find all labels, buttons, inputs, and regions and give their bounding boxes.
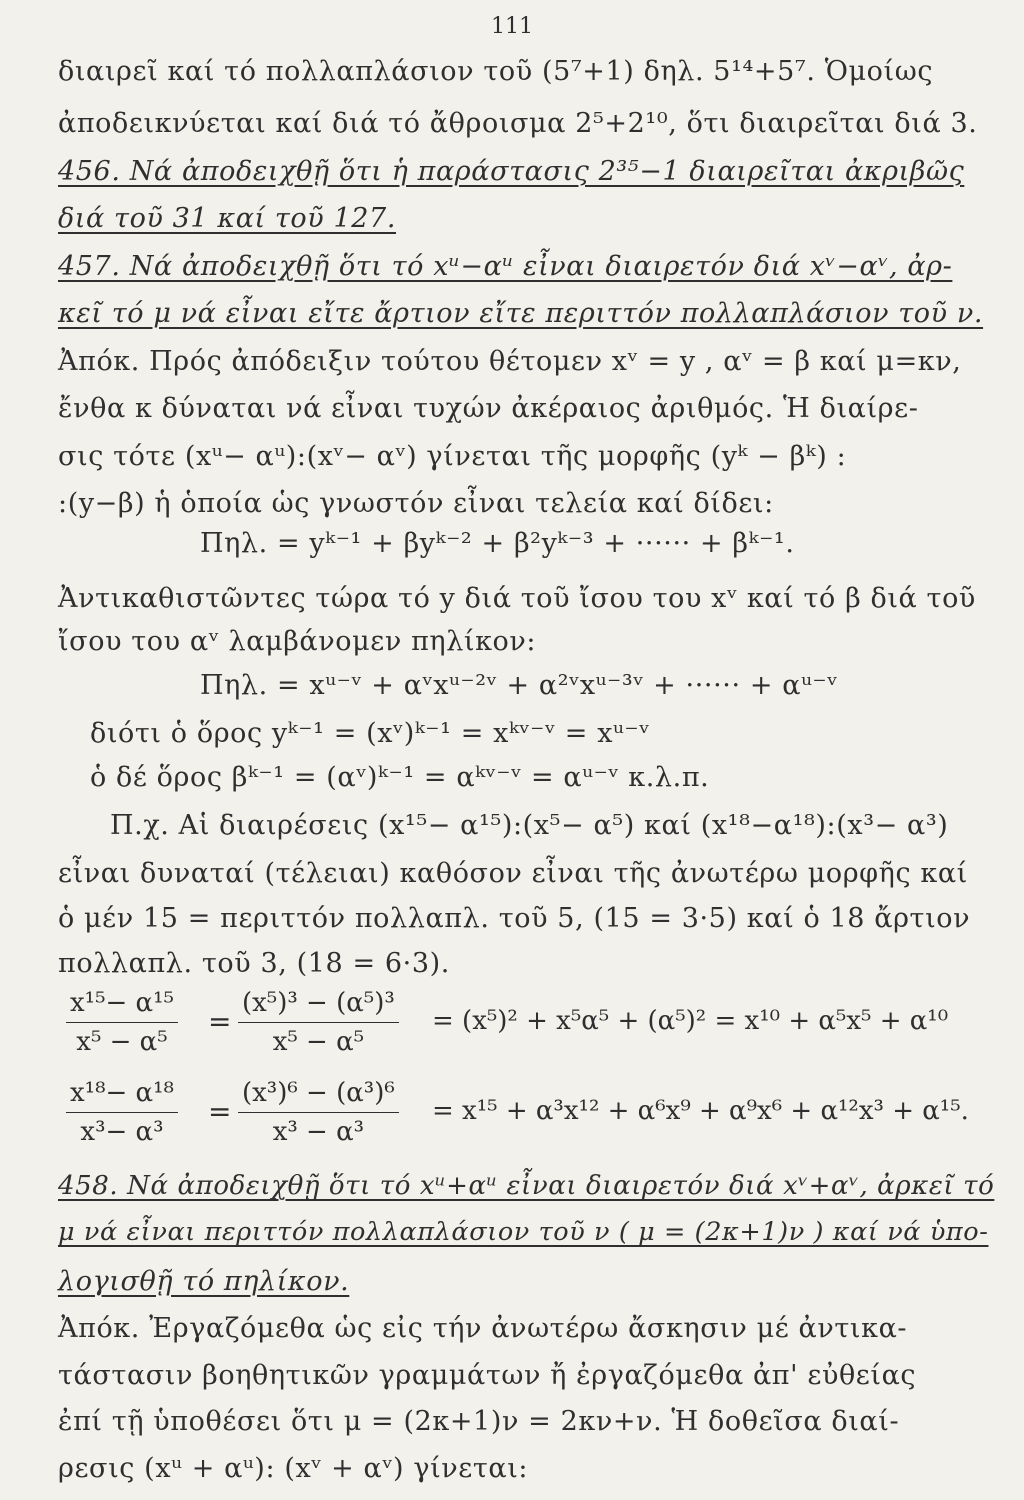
exercise-456-title: 456. Νά ἀποδειχθῇ ὅτι ἡ παράστασις 2³⁵−1 διαιρεῖται ἀκριβῶς (58, 156, 965, 187)
equals-sign: = (208, 1095, 232, 1128)
exercise-458-title: 458. Νά ἀποδειχθῇ ὅτι τό xᵘ+αᵘ εἶναι διαιρετόν διά xᵛ+αᵛ, ἀρκεῖ τό (58, 1171, 995, 1201)
text-line: Ἀντικαθιστῶντες τώρα τό y διά τοῦ ἴσου του xᵛ καί τό β διά τοῦ (58, 583, 976, 614)
equation-rhs: = (x⁵)² + x⁵α⁵ + (α⁵)² = x¹⁰ + α⁵x⁵ + α¹⁰ (432, 1006, 949, 1036)
denominator: x³− α³ (80, 1117, 164, 1147)
numerator: x¹⁵− α¹⁵ (66, 990, 178, 1023)
fraction (238, 1080, 399, 1145)
exercise-458-title-cont: λογισθῇ τό πηλίκον. (58, 1266, 350, 1297)
numerator: (x⁵)³ − (α⁵)³ (238, 990, 399, 1023)
quotient-formula: Πηλ. = yᵏ⁻¹ + βyᵏ⁻² + β²yᵏ⁻³ + ······ + βᵏ⁻¹. (200, 528, 795, 559)
denominator: x⁵ − α⁵ (76, 1027, 168, 1057)
exercise-456-title-cont: διά τοῦ 31 καί τοῦ 127. (58, 203, 396, 234)
exercise-457-title-cont: κεῖ τό μ νά εἶναι εἴτε ἄρτιον εἴτε περιττόν πολλαπλάσιον τοῦ ν. (58, 298, 984, 329)
text-line: πολλαπλ. τοῦ 3, (18 = 6·3). (58, 948, 450, 979)
equation-rhs: = x¹⁵ + α³x¹² + α⁶x⁹ + α⁹x⁶ + α¹²x³ + α¹⁵. (432, 1096, 969, 1126)
text-line: ὁ μέν 15 = περιττόν πολλαπλ. τοῦ 5, (15 = 3·5) καί ὁ 18 ἄρτιον (58, 903, 971, 934)
denominator: x⁵ − α⁵ (272, 1027, 365, 1057)
numerator: (x³)⁶ − (α³)⁶ (238, 1080, 399, 1113)
text-line: ἀποδεικνύεται καί διά τό ἄθροισμα 2⁵+2¹⁰, ὅτι διαιρεῖται διά 3. (58, 108, 978, 139)
text-line: εἶναι δυναταί (τέλειαι) καθόσον εἶναι τῆς ἀνωτέρω μορφῆς καί (58, 858, 968, 889)
numerator: x¹⁸− α¹⁸ (66, 1080, 178, 1113)
text-line: ἴσου του αᵛ λαμβάνομεν πηλίκον: (58, 626, 537, 657)
text-line: :(y−β) ἡ ὁποία ὡς γνωστόν εἶναι τελεία καί δίδει: (58, 488, 774, 519)
denominator: x³ − α³ (272, 1117, 365, 1147)
fraction (66, 990, 178, 1055)
equals-sign: = (208, 1005, 232, 1038)
text-line: τάστασιν βοηθητικῶν γραμμάτων ἤ ἐργαζόμεθα ἀπ' εὐθείας (58, 1360, 917, 1391)
text-line: ρεσις (xᵘ + αᵘ): (xᵛ + αᵛ) γίνεται: (58, 1453, 529, 1484)
fraction (66, 1080, 178, 1145)
fraction (238, 990, 399, 1055)
text-line: σις τότε (xᵘ− αᵘ):(xᵛ− αᵛ) γίνεται τῆς μορφῆς (yᵏ − βᵏ) : (58, 441, 847, 472)
quotient-formula: Πηλ. = xᵘ⁻ᵛ + αᵛxᵘ⁻²ᵛ + α²ᵛxᵘ⁻³ᵛ + ······ + αᵘ⁻ᵛ (200, 670, 838, 701)
text-line: ἐπί τῇ ὑποθέσει ὅτι μ = (2κ+1)ν = 2κν+ν. Ἡ δοθεῖσα διαί- (58, 1406, 900, 1437)
solution-line: Ἀπόκ. Πρός ἀπόδειξιν τούτου θέτομεν xᵛ = y , αᵛ = β καί μ=κν, (58, 346, 962, 377)
term-formula: ὁ δέ ὅρος βᵏ⁻¹ = (αᵛ)ᵏ⁻¹ = αᵏᵛ⁻ᵛ = αᵘ⁻ᵛ κ.λ.π. (90, 762, 710, 793)
solution-line: Ἀπόκ. Ἐργαζόμεθα ὡς εἰς τήν ἀνωτέρω ἄσκησιν μέ ἀντικα- (58, 1313, 908, 1344)
exercise-457-title: 457. Νά ἀποδειχθῇ ὅτι τό xᵘ−αᵘ εἶναι διαιρετόν διά xᵛ−αᵛ, ἀρ- (58, 251, 953, 282)
text-line: Π.χ. Αἱ διαιρέσεις (x¹⁵− α¹⁵):(x⁵− α⁵) καί (x¹⁸−α¹⁸):(x³− α³) (110, 810, 949, 841)
text-line: διαιρεῖ καί τό πολλαπλάσιον τοῦ (5⁷+1) δηλ. 5¹⁴+5⁷. Ὁμοίως (58, 56, 934, 87)
page-number: 111 (491, 14, 533, 39)
exercise-458-title-cont: μ νά εἶναι περιττόν πολλαπλάσιον τοῦ ν ( μ = (2κ+1)ν ) καί νά ὑπο- (58, 1217, 989, 1247)
term-formula: διότι ὁ ὅρος yᵏ⁻¹ = (xᵛ)ᵏ⁻¹ = xᵏᵛ⁻ᵛ = xᵘ⁻ᵛ (90, 718, 650, 749)
text-line: ἔνθα κ δύναται νά εἶναι τυχών ἀκέραιος ἀριθμός. Ἡ διαίρε- (58, 393, 919, 424)
